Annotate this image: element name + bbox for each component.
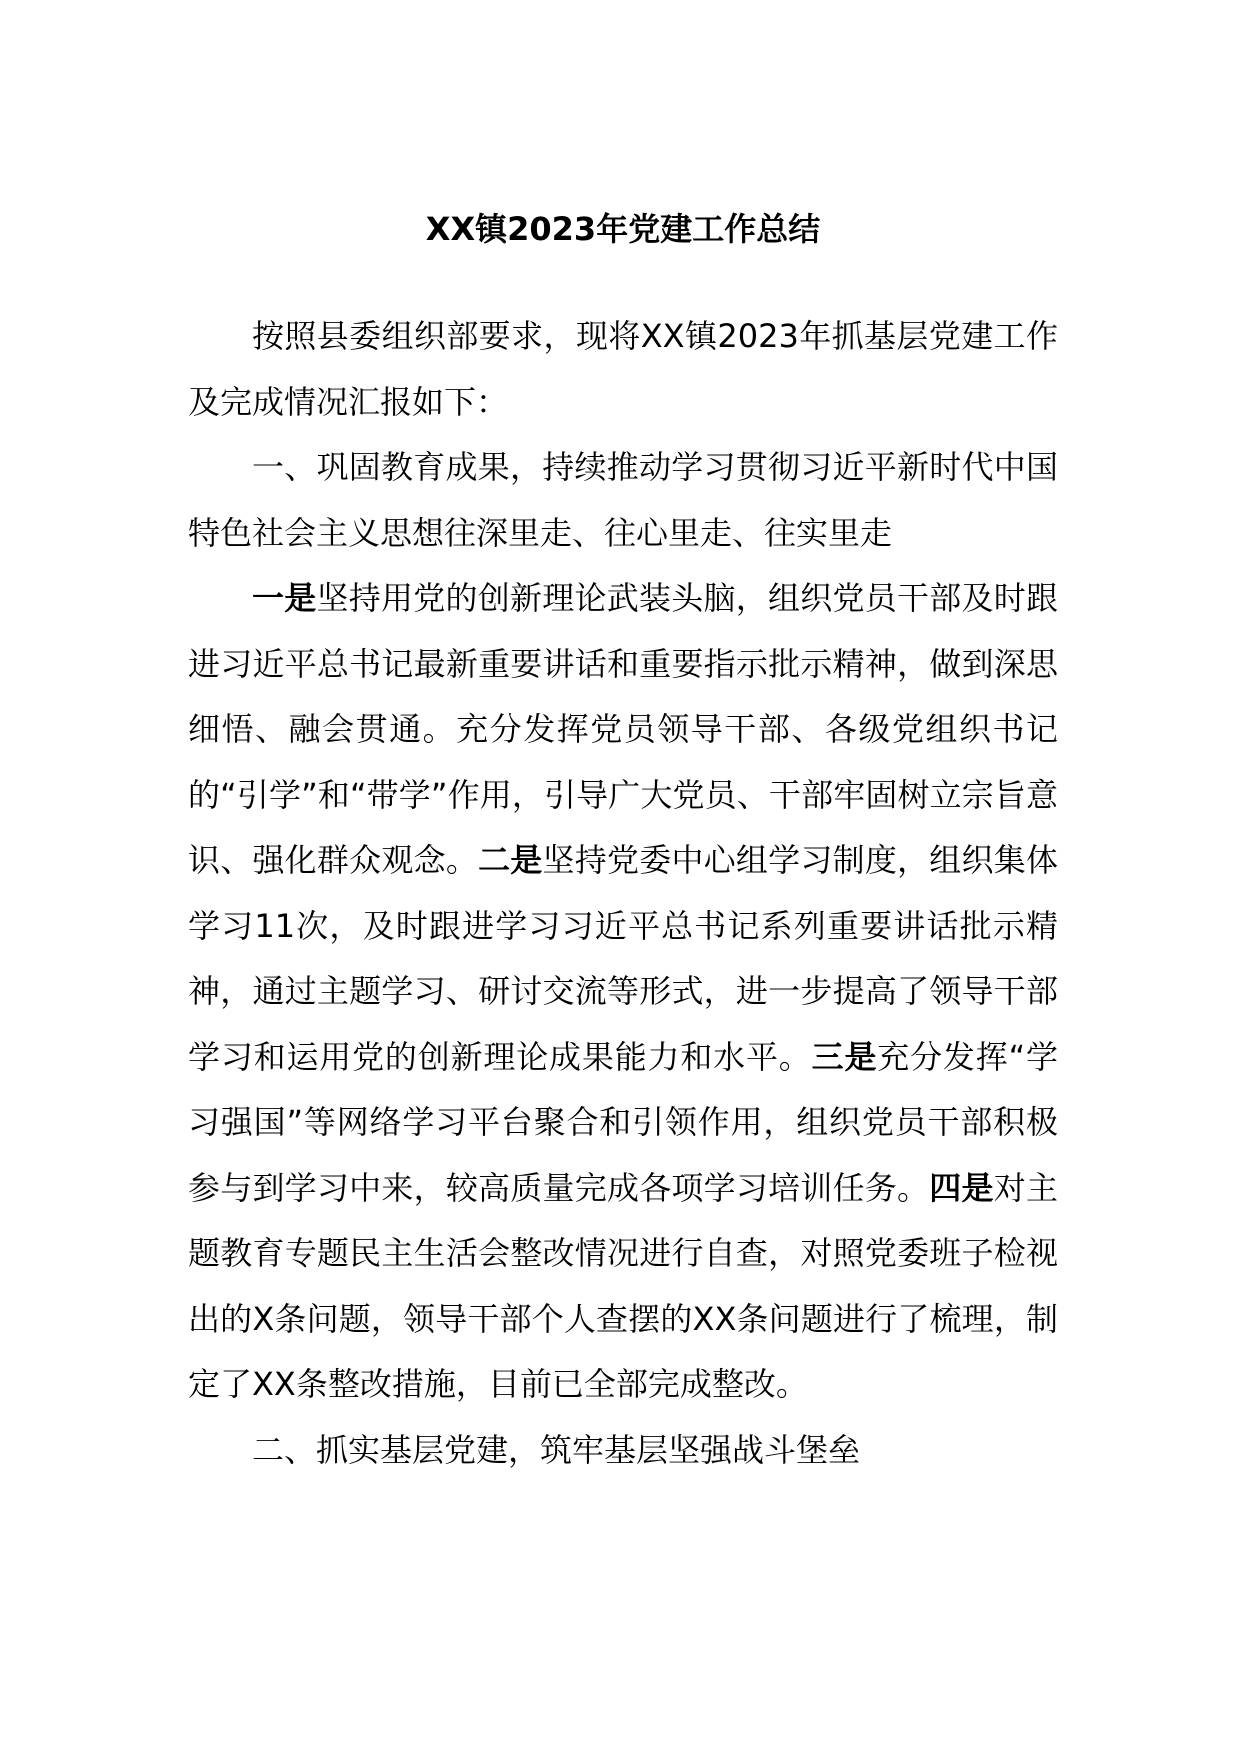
- point-4-lead: 四是: [929, 1168, 994, 1207]
- point-1-text: 坚持用党的创新理论武装头脑，组织党员干部及时跟进习近平总书记最新重要讲话和重要指示批示精神，做到深思细悟、融会贯通。充分发挥党员领导干部、各级党组织书记的“引学”和“带学”作用，引导广大党员、干部牢固树立宗旨意识、强化群众观念。: [188, 579, 1058, 879]
- point-4-text: 对主题教育专题民主生活会整改情况进行自查，对照党委班子检视出的X条问题，领导干部个人查摆的XX条问题进行了梳理，制定了XX条整改措施，目前已全部完成整改。: [188, 1168, 1058, 1403]
- point-3-lead: 三是: [811, 1037, 878, 1076]
- document-body: [188, 204, 1058, 1483]
- section-1-body: [188, 566, 1058, 1418]
- point-2-text: 坚持党委中心组学习制度，组织集体学习11次，及时跟进学习习近平总书记系列重要讲话批示精神，通过主题学习、研讨交流等形式，进一步提高了领导干部学习和运用党的创新理论成果能力和水平。: [188, 841, 1058, 1076]
- intro-paragraph: 按照县委组织部要求，现将XX镇2023年抓基层党建工作及完成情况汇报如下：: [188, 317, 1058, 421]
- section-1-heading: 一、巩固教育成果，持续推动学习贯彻习近平新时代中国特色社会主义思想往深里走、往心里走、往实里走: [188, 448, 1058, 552]
- point-2-lead: 二是: [478, 841, 543, 879]
- point-1-lead: 一是: [252, 579, 317, 617]
- section-2-heading: 二、抓实基层党建，筑牢基层坚强战斗堡垒: [252, 1430, 861, 1469]
- document-title: XX镇2023年党建工作总结: [425, 210, 821, 248]
- point-3-text: 充分发挥“学习强国”等网络学习平台聚合和引领作用，组织党员干部积极参与到学习中来，较高质量完成各项学习培训任务。: [188, 1037, 1058, 1207]
